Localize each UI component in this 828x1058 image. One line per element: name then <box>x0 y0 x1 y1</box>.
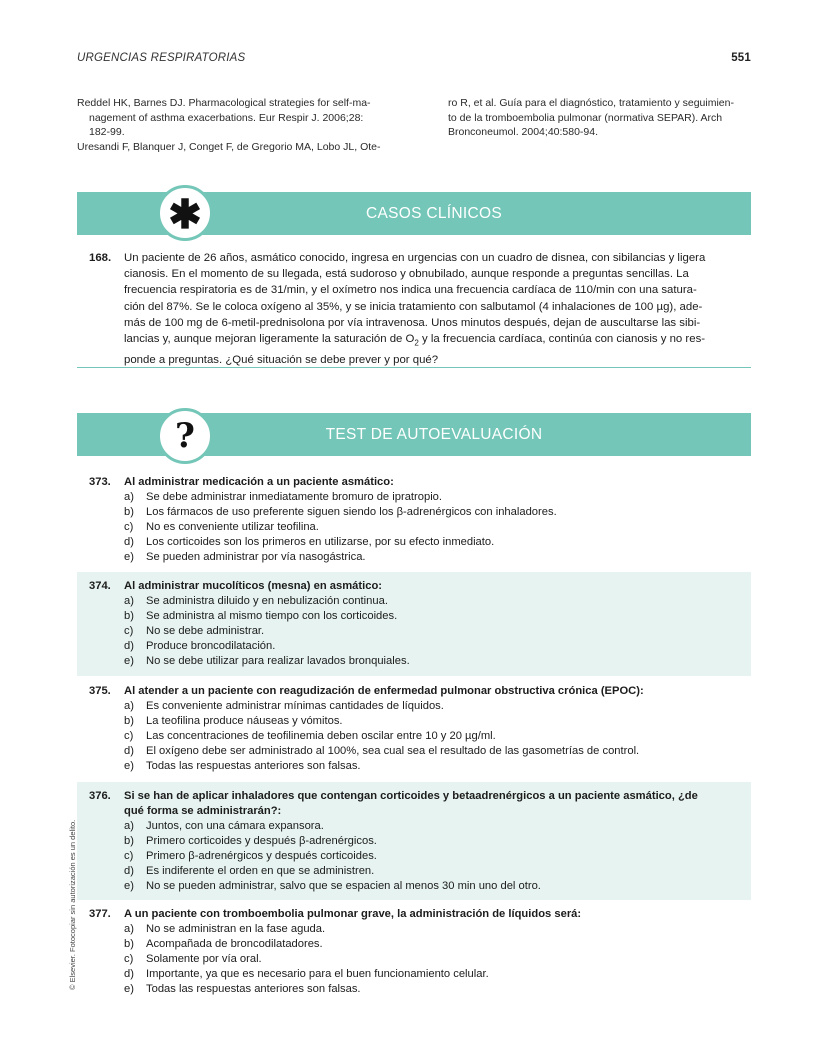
section-divider <box>77 367 751 368</box>
option-d <box>77 535 751 550</box>
case-line: más de 100 mg de 6-metil-prednisolona por vía intravenosa. Unos minutos después, dejan de auscultarse las sibi- <box>124 316 701 329</box>
option-text: No se pueden administrar, salvo que se espacien al menos 30 min uno del otro. <box>146 880 541 892</box>
question-stem <box>77 907 751 922</box>
option-text: Se administra al mismo tiempo con los corticoides. <box>146 610 398 622</box>
option-text: El oxígeno debe ser administrado al 100%, sea cual sea el resultado de las gasometrías de control. <box>146 745 640 757</box>
cases-title: CASOS CLÍNICOS <box>366 204 502 222</box>
option-c <box>77 520 751 535</box>
asterisk-icon <box>157 185 213 241</box>
option-letter: d) <box>124 865 134 877</box>
option-letter: a) <box>124 595 134 607</box>
question-text: Al administrar mucolíticos (mesna) en asmático: <box>124 580 383 592</box>
option-text: Es conveniente administrar mínimas cantidades de líquidos. <box>146 700 444 712</box>
option-text: Importante, ya que es necesario para el buen funcionamiento celular. <box>146 968 489 980</box>
question-number: 373. <box>89 476 111 488</box>
option-text: Se pueden administrar por vía nasogástrica. <box>146 551 366 563</box>
case-line-part: lancias y, aunque mejoran ligeramente la saturación de O <box>124 333 415 346</box>
question-text: A un paciente con tromboembolia pulmonar grave, la administración de líquidos será: <box>124 908 582 920</box>
option-b <box>77 937 751 952</box>
question-375 <box>77 684 751 776</box>
asterisk-glyph: ✱ <box>168 191 202 238</box>
option-e <box>77 550 751 565</box>
reference-line: nagement of asthma exacerbations. Eur Respir J. 2006;28: <box>89 111 364 124</box>
option-letter: a) <box>124 820 134 832</box>
clinical-case <box>77 250 751 368</box>
case-number: 168. <box>89 252 112 264</box>
case-line <box>124 333 706 348</box>
question-text: qué forma se administrarán?: <box>124 805 282 817</box>
option-letter: b) <box>124 938 134 950</box>
running-head-title: URGENCIAS RESPIRATORIAS <box>77 52 246 64</box>
option-text: Todas las respuestas anteriores son falsas. <box>146 760 361 772</box>
option-letter: a) <box>124 700 134 712</box>
subscript: 2 <box>414 338 419 348</box>
option-letter: e) <box>124 880 134 892</box>
option-text: Solamente por vía oral. <box>146 953 262 965</box>
option-letter: e) <box>124 655 134 667</box>
reference-entry <box>77 96 402 140</box>
option-b <box>77 609 751 624</box>
option-b <box>77 834 751 849</box>
reference-entry <box>77 140 402 155</box>
references-column-1 <box>77 96 402 154</box>
question-stem <box>77 475 751 490</box>
option-b <box>77 714 751 729</box>
option-c <box>77 624 751 639</box>
option-text: No es conveniente utilizar teofilina. <box>146 521 319 533</box>
option-text: La teofilina produce náuseas y vómitos. <box>146 715 343 727</box>
option-d <box>77 967 751 982</box>
references-column-2 <box>448 96 753 140</box>
option-e <box>77 759 751 774</box>
option-d <box>77 744 751 759</box>
option-letter: c) <box>124 730 134 742</box>
option-text: No se debe administrar. <box>146 625 265 637</box>
copyright-note: © Elsevier. Fotocopiar sin autorización es un delito. <box>68 819 77 990</box>
question-text: Al atender a un paciente con reagudización de enfermedad pulmonar obstructiva crónica (EPOC): <box>124 685 644 697</box>
option-letter: d) <box>124 640 134 652</box>
question-number: 374. <box>89 580 111 592</box>
question-text: Al administrar medicación a un paciente asmático: <box>124 476 394 488</box>
option-letter: b) <box>124 610 134 622</box>
option-text: Produce broncodilatación. <box>146 640 276 652</box>
option-text: Todas las respuestas anteriores son falsas. <box>146 983 361 995</box>
question-376 <box>77 782 751 900</box>
option-a <box>77 594 751 609</box>
reference-line: Bronconeumol. 2004;40:580-94. <box>448 126 599 139</box>
option-c <box>77 729 751 744</box>
option-c <box>77 952 751 967</box>
option-letter: b) <box>124 835 134 847</box>
reference-line: Uresandi F, Blanquer J, Conget F, de Gregorio MA, Lobo JL, Ote- <box>77 140 381 153</box>
question-number: 377. <box>89 908 111 920</box>
option-a <box>77 699 751 714</box>
option-text: Los corticoides son los primeros en utilizarse, por su efecto inmediato. <box>146 536 495 548</box>
case-line: ción del 87%. Se le coloca oxígeno al 35%, y se inicia tratamiento con salbutamol (4 inhalaciones de 100 µg), ade- <box>124 300 703 313</box>
case-line: frecuencia respiratoria es de 31/min, y el oxímetro nos indica una frecuencia cardíaca de 110/min con una satura- <box>124 284 697 297</box>
question-373 <box>77 475 751 571</box>
option-e <box>77 879 751 894</box>
case-line: ponde a preguntas. ¿Qué situación se debe prever y por qué? <box>124 353 439 366</box>
reference-line: Reddel HK, Barnes DJ. Pharmacological strategies for self-ma- <box>77 97 371 109</box>
option-letter: e) <box>124 983 134 995</box>
option-letter: c) <box>124 953 134 965</box>
option-text: Los fármacos de uso preferente siguen siendo los β-adrenérgicos con inhaladores. <box>146 506 557 518</box>
option-letter: c) <box>124 625 134 637</box>
option-letter: b) <box>124 506 134 518</box>
option-a <box>77 819 751 834</box>
option-text: Primero corticoides y después β-adrenérgicos. <box>146 835 377 847</box>
option-e <box>77 654 751 669</box>
reference-line: 182-99. <box>89 126 125 139</box>
option-letter: e) <box>124 551 134 563</box>
option-letter: a) <box>124 491 134 503</box>
option-c <box>77 849 751 864</box>
option-text: No se administran en la fase aguda. <box>146 923 326 935</box>
option-letter: d) <box>124 745 134 757</box>
question-mark-glyph: ? <box>175 416 195 456</box>
option-text: Juntos, con una cámara expansora. <box>146 820 324 832</box>
option-text: Primero β-adrenérgicos y después corticoides. <box>146 850 377 862</box>
option-letter: c) <box>124 850 134 862</box>
case-text <box>124 250 751 368</box>
test-title: TEST DE AUTOEVALUACIÓN <box>325 425 543 443</box>
question-374 <box>77 572 751 676</box>
question-number: 375. <box>89 685 111 697</box>
option-d <box>77 864 751 879</box>
reference-entry-continued <box>448 96 753 140</box>
option-text: Se administra diluido y en nebulización continua. <box>146 595 388 607</box>
option-letter: c) <box>124 521 134 533</box>
question-377 <box>77 907 751 999</box>
option-a <box>77 490 751 505</box>
option-b <box>77 505 751 520</box>
option-letter: a) <box>124 923 134 935</box>
question-stem <box>77 684 751 699</box>
page-number: 551 <box>731 52 751 64</box>
case-line-part: y la frecuencia cardíaca, continúa con cianosis y no res- <box>418 333 706 346</box>
question-stem <box>77 579 751 594</box>
option-text: Acompañada de broncodilatadores. <box>146 938 323 950</box>
option-letter: d) <box>124 968 134 980</box>
question-number: 376. <box>89 790 111 802</box>
option-text: Se debe administrar inmediatamente bromuro de ipratropio. <box>146 491 443 503</box>
running-head <box>77 52 751 70</box>
reference-line: ro R, et al. Guía para el diagnóstico, tratamiento y seguimien- <box>448 97 734 109</box>
case-line: Un paciente de 26 años, asmático conocido, ingresa en urgencias con un cuadro de disnea, con sibilancias y ligera <box>124 252 706 264</box>
case-line: cianosis. En el momento de su llegada, está sudoroso y obnubilado, aunque responde a preguntas sencillas. La <box>124 268 689 281</box>
option-text: Es indiferente el orden en que se administren. <box>146 865 375 877</box>
option-letter: b) <box>124 715 134 727</box>
option-a <box>77 922 751 937</box>
question-mark-icon <box>157 408 213 464</box>
option-e <box>77 982 751 997</box>
option-text: No se debe utilizar para realizar lavados bronquiales. <box>146 655 410 667</box>
question-stem <box>77 789 751 819</box>
reference-line: to de la tromboembolia pulmonar (normativa SEPAR). Arch <box>448 111 723 124</box>
question-text: Si se han de aplicar inhaladores que contengan corticoides y betaadrenérgicos a un paciente asmático, ¿de <box>124 790 698 802</box>
option-d <box>77 639 751 654</box>
option-letter: d) <box>124 536 134 548</box>
option-text: Las concentraciones de teofilinemia deben oscilar entre 10 y 20 µg/ml. <box>146 730 496 742</box>
option-letter: e) <box>124 760 134 772</box>
